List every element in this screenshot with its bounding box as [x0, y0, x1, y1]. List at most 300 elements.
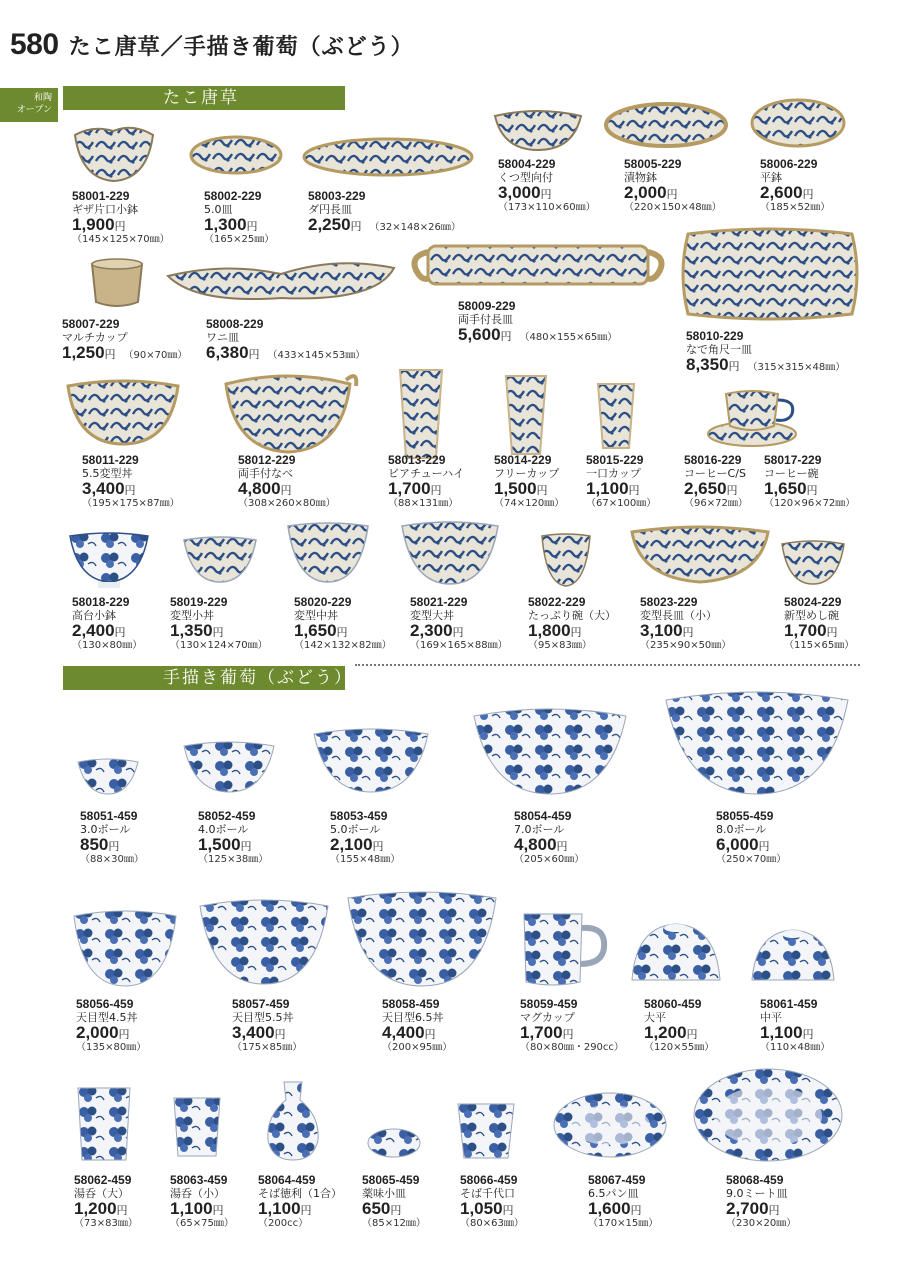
- yen-label: 円: [108, 840, 120, 853]
- product-image-58001: [73, 123, 155, 183]
- yen-label: 円: [768, 1204, 780, 1217]
- product-code: 58019-229: [170, 595, 228, 609]
- product-image-58004: [493, 106, 583, 152]
- product-dimensions: （250×70㎜）: [716, 854, 787, 865]
- product-name: 湯呑（小）: [170, 1187, 225, 1200]
- product-name: 変型大丼: [410, 609, 454, 622]
- product-name: 湯呑（大）: [74, 1187, 129, 1200]
- product-code: 58067-459: [588, 1173, 646, 1187]
- product-dimensions: （480×155×65㎜）: [519, 332, 618, 343]
- product-name: たっぷり碗（大）: [528, 609, 616, 622]
- yen-label: 円: [104, 348, 116, 361]
- product-code: 58018-229: [72, 595, 130, 609]
- product-price: 4,400: [382, 1023, 425, 1042]
- product-price: 1,100: [586, 479, 629, 498]
- product-58067: [588, 1174, 658, 1230]
- product-58060: [644, 998, 714, 1054]
- product-name: 9.0ミート皿: [726, 1187, 788, 1200]
- product-58024: [784, 596, 854, 652]
- product-dimensions: （165×25㎜）: [204, 234, 275, 245]
- product-name: マグカップ: [520, 1011, 575, 1024]
- yen-label: 円: [274, 1028, 286, 1041]
- product-dimensions: （74×120㎜）: [494, 498, 565, 509]
- yen-label: 円: [212, 1204, 224, 1217]
- product-58013: [388, 454, 464, 510]
- product-dimensions: （230×20㎜）: [726, 1218, 797, 1229]
- product-name: マルチカップ: [62, 331, 128, 344]
- product-price: 1,050: [460, 1199, 503, 1218]
- product-price: 1,800: [528, 621, 571, 640]
- yen-label: 円: [118, 1028, 130, 1041]
- product-image-58059: [520, 908, 608, 988]
- yen-label: 円: [806, 484, 818, 497]
- product-code: 58066-459: [460, 1173, 518, 1187]
- product-58014: [494, 454, 564, 510]
- product-58058: [382, 998, 452, 1054]
- product-dimensions: （125×38㎜）: [198, 854, 269, 865]
- yen-label: 円: [630, 1204, 642, 1217]
- product-image-58006: [750, 98, 846, 148]
- yen-label: 円: [424, 1028, 436, 1041]
- product-name: 8.0ボール: [716, 823, 767, 836]
- product-image-58057: [198, 894, 330, 986]
- product-code: 58009-229: [458, 299, 516, 313]
- product-image-58051: [76, 756, 140, 796]
- product-price: 3,100: [640, 621, 683, 640]
- product-image-58022: [540, 532, 592, 588]
- yen-label: 円: [628, 484, 640, 497]
- product-58004: [498, 158, 596, 214]
- product-price: 4,800: [238, 479, 281, 498]
- product-58009: [458, 300, 617, 344]
- yen-label: 円: [728, 360, 740, 373]
- product-image-58016: [706, 386, 802, 448]
- product-dimensions: （67×100㎜）: [586, 498, 657, 509]
- yen-label: 円: [556, 840, 568, 853]
- product-58062: [74, 1174, 138, 1230]
- product-price: 5,600: [458, 325, 501, 344]
- product-58055: [716, 810, 786, 866]
- product-name: 天目型6.5丼: [382, 1011, 444, 1024]
- product-name: 大平: [644, 1011, 666, 1024]
- product-code: 58017-229: [764, 453, 822, 467]
- product-price: 1,650: [294, 621, 337, 640]
- product-image-58063: [172, 1094, 222, 1160]
- product-dimensions: （308×260×80㎜）: [238, 498, 336, 509]
- yen-label: 円: [280, 484, 292, 497]
- yen-label: 円: [248, 348, 260, 361]
- yen-label: 円: [666, 188, 678, 201]
- product-name: 5.0皿: [204, 203, 233, 216]
- yen-label: 円: [350, 220, 362, 233]
- product-price: 2,600: [760, 183, 803, 202]
- product-name: 5.0ボール: [330, 823, 381, 836]
- product-dimensions: （195×175×87㎜）: [82, 498, 180, 509]
- product-image-58055: [664, 684, 850, 796]
- product-price: 1,700: [784, 621, 827, 640]
- product-code: 58056-459: [76, 997, 134, 1011]
- product-price: 3,400: [82, 479, 125, 498]
- yen-label: 円: [536, 484, 548, 497]
- product-code: 58004-229: [498, 157, 556, 171]
- product-58011: [82, 454, 180, 510]
- product-dimensions: （90×70㎜）: [123, 350, 188, 361]
- product-name: 両手付長皿: [458, 313, 513, 326]
- product-dimensions: （185×52㎜）: [760, 202, 831, 213]
- yen-label: 円: [124, 484, 136, 497]
- product-image-58015: [596, 380, 636, 450]
- product-price: 1,200: [644, 1023, 687, 1042]
- product-name: ダ円長皿: [308, 203, 352, 216]
- product-dimensions: （95×83㎜）: [528, 640, 592, 651]
- product-image-58061: [750, 928, 836, 984]
- product-price: 1,500: [494, 479, 537, 498]
- product-dimensions: （88×131㎜）: [388, 498, 459, 509]
- product-name: そば千代口: [460, 1187, 515, 1200]
- product-dimensions: （145×125×70㎜）: [72, 234, 170, 245]
- product-image-58056: [72, 906, 178, 988]
- product-code: 58061-459: [760, 997, 818, 1011]
- product-name: コーヒーC/S: [684, 467, 746, 480]
- product-58054: [514, 810, 584, 866]
- product-code: 58059-459: [520, 997, 578, 1011]
- product-dimensions: （80×80㎜・290cc）: [520, 1042, 624, 1053]
- product-image-58007: [90, 258, 144, 308]
- product-code: 58060-459: [644, 997, 702, 1011]
- product-name: 7.0ボール: [514, 823, 565, 836]
- product-code: 58022-229: [528, 595, 586, 609]
- product-code: 58064-459: [258, 1173, 316, 1187]
- section-band-tako: たこ唐草: [63, 86, 345, 110]
- product-58061: [760, 998, 830, 1054]
- product-price: 2,400: [72, 621, 115, 640]
- product-name: ビアチューハイ: [388, 467, 465, 480]
- product-name: 変型中丼: [294, 609, 338, 622]
- product-price: 1,900: [72, 215, 115, 234]
- product-code: 58006-229: [760, 157, 818, 171]
- product-code: 58052-459: [198, 809, 256, 823]
- product-dimensions: （142×132×82㎜）: [294, 640, 392, 651]
- product-name: 平鉢: [760, 171, 782, 184]
- product-image-58020: [286, 520, 370, 584]
- product-dimensions: （200cc）: [258, 1218, 309, 1229]
- product-code: 58065-459: [362, 1173, 420, 1187]
- product-image-58003: [303, 137, 473, 177]
- product-58023: [640, 596, 731, 652]
- product-name: コーヒー碗: [764, 467, 819, 480]
- product-image-58013: [398, 366, 444, 460]
- product-58065: [362, 1174, 426, 1230]
- product-name: ギザ片口小鉢: [72, 203, 138, 216]
- yen-label: 円: [570, 626, 582, 639]
- page-title: たこ唐草／手描き葡萄（ぶどう）: [68, 34, 414, 60]
- product-dimensions: （315×315×48㎜）: [747, 362, 846, 373]
- product-code: 58014-229: [494, 453, 552, 467]
- section-band-budou: 手描き葡萄（ぶどう）: [63, 666, 345, 690]
- product-code: 58058-459: [382, 997, 440, 1011]
- yen-label: 円: [300, 1204, 312, 1217]
- product-58018: [72, 596, 142, 652]
- product-image-58010: [678, 224, 862, 324]
- product-58012: [238, 454, 336, 510]
- product-dimensions: （85×12㎜）: [362, 1218, 426, 1229]
- product-image-58060: [630, 922, 722, 984]
- product-58010: [686, 330, 845, 374]
- product-price: 1,700: [520, 1023, 563, 1042]
- page-number: 580: [10, 28, 59, 61]
- product-name: 高台小鉢: [72, 609, 116, 622]
- product-dimensions: （130×80㎜）: [72, 640, 143, 651]
- product-code: 58020-229: [294, 595, 352, 609]
- product-dimensions: （115×65㎜）: [784, 640, 855, 651]
- product-price: 1,100: [258, 1199, 301, 1218]
- product-58064: [258, 1174, 342, 1230]
- product-dimensions: （200×95㎜）: [382, 1042, 453, 1053]
- product-price: 1,500: [198, 835, 241, 854]
- product-image-58058: [346, 886, 498, 988]
- product-price: 6,000: [716, 835, 759, 854]
- product-dimensions: （173×110×60㎜）: [498, 202, 596, 213]
- product-dimensions: （110×48㎜）: [760, 1042, 831, 1053]
- product-price: 4,800: [514, 835, 557, 854]
- yen-label: 円: [502, 1204, 514, 1217]
- product-58008: [206, 318, 365, 362]
- product-code: 58013-229: [388, 453, 446, 467]
- product-name: 6.5パン皿: [588, 1187, 639, 1200]
- product-price: 1,300: [204, 215, 247, 234]
- product-image-58065: [366, 1126, 422, 1160]
- yen-label: 円: [726, 484, 738, 497]
- product-dimensions: （80×63㎜）: [460, 1218, 524, 1229]
- product-code: 58012-229: [238, 453, 296, 467]
- product-name: 漬物鉢: [624, 171, 657, 184]
- product-price: 650: [362, 1199, 391, 1218]
- product-price: 1,100: [170, 1199, 213, 1218]
- product-name: 両手付なべ: [238, 467, 293, 480]
- product-image-58054: [472, 702, 628, 796]
- product-name: 中平: [760, 1011, 782, 1024]
- product-image-58008: [166, 254, 396, 310]
- product-code: 58015-229: [586, 453, 644, 467]
- product-image-58018: [68, 530, 150, 590]
- yen-label: 円: [372, 840, 384, 853]
- product-code: 58051-459: [80, 809, 138, 823]
- product-code: 58021-229: [410, 595, 468, 609]
- product-price: 1,350: [170, 621, 213, 640]
- yen-label: 円: [212, 626, 224, 639]
- product-58051: [80, 810, 144, 866]
- yen-label: 円: [430, 484, 442, 497]
- product-dimensions: （175×85㎜）: [232, 1042, 303, 1053]
- yen-label: 円: [802, 1028, 814, 1041]
- product-image-58012: [218, 368, 358, 454]
- product-dimensions: （170×15㎜）: [588, 1218, 659, 1229]
- product-image-58005: [604, 102, 728, 148]
- yen-label: 円: [390, 1204, 402, 1217]
- product-price: 850: [80, 835, 109, 854]
- product-58059: [520, 998, 624, 1054]
- product-name: フリーカップ: [494, 467, 560, 480]
- product-price: 2,000: [624, 183, 667, 202]
- product-image-58062: [76, 1084, 132, 1164]
- product-58021: [410, 596, 508, 652]
- yen-label: 円: [540, 188, 552, 201]
- product-dimensions: （73×83㎜）: [74, 1218, 138, 1229]
- product-dimensions: （130×124×70㎜）: [170, 640, 268, 651]
- product-dimensions: （96×72㎜）: [684, 498, 748, 509]
- category-tab: [0, 88, 58, 122]
- product-name: 変型長皿（小）: [640, 609, 717, 622]
- product-image-58002: [190, 135, 282, 175]
- product-code: 58005-229: [624, 157, 682, 171]
- yen-label: 円: [246, 220, 258, 233]
- product-dimensions: （205×60㎜）: [514, 854, 585, 865]
- product-dimensions: （88×30㎜）: [80, 854, 144, 865]
- product-code: 58007-229: [62, 317, 120, 331]
- product-price: 2,300: [410, 621, 453, 640]
- product-price: 6,380: [206, 343, 249, 362]
- product-image-58066: [456, 1100, 516, 1160]
- yen-label: 円: [240, 840, 252, 853]
- product-image-58014: [504, 372, 548, 456]
- product-code: 58001-229: [72, 189, 130, 203]
- product-image-58068: [692, 1066, 844, 1164]
- product-image-58009: [408, 236, 668, 292]
- product-58002: [204, 190, 274, 246]
- yen-label: 円: [682, 626, 694, 639]
- product-58068: [726, 1174, 796, 1230]
- product-code: 58010-229: [686, 329, 744, 343]
- page-header: [10, 28, 414, 62]
- product-58016: [684, 454, 748, 510]
- product-image-58011: [66, 376, 180, 446]
- product-code: 58054-459: [514, 809, 572, 823]
- product-image-58067: [552, 1090, 668, 1160]
- product-58053: [330, 810, 400, 866]
- product-price: 8,350: [686, 355, 729, 374]
- product-58020: [294, 596, 392, 652]
- product-image-58052: [182, 738, 276, 794]
- product-code: 58023-229: [640, 595, 698, 609]
- product-image-58024: [780, 538, 846, 586]
- product-58052: [198, 810, 268, 866]
- yen-label: 円: [114, 220, 126, 233]
- product-price: 1,700: [388, 479, 431, 498]
- category-tab-line2: オープン: [16, 105, 52, 115]
- product-dimensions: （120×96×72㎜）: [764, 498, 856, 509]
- product-price: 1,100: [760, 1023, 803, 1042]
- product-price: 2,250: [308, 215, 351, 234]
- product-58015: [586, 454, 656, 510]
- product-code: 58055-459: [716, 809, 774, 823]
- yen-label: 円: [826, 626, 838, 639]
- product-58022: [528, 596, 616, 652]
- product-image-58053: [312, 724, 430, 794]
- yen-label: 円: [500, 330, 512, 343]
- product-dimensions: （433×145×53㎜）: [267, 350, 366, 361]
- product-code: 58003-229: [308, 189, 366, 203]
- product-name: なで角尺一皿: [686, 343, 752, 356]
- product-name: ワニ皿: [206, 331, 239, 344]
- yen-label: 円: [336, 626, 348, 639]
- product-image-58021: [400, 518, 500, 586]
- product-58003: [308, 190, 461, 234]
- product-58057: [232, 998, 302, 1054]
- product-code: 58068-459: [726, 1173, 784, 1187]
- product-name: 薬味小皿: [362, 1187, 406, 1200]
- product-price: 1,650: [764, 479, 807, 498]
- product-code: 58008-229: [206, 317, 264, 331]
- product-price: 1,600: [588, 1199, 631, 1218]
- product-name: 4.0ボール: [198, 823, 249, 836]
- product-dimensions: （169×165×88㎜）: [410, 640, 508, 651]
- product-price: 3,000: [498, 183, 541, 202]
- yen-label: 円: [452, 626, 464, 639]
- product-image-58064: [264, 1080, 322, 1162]
- product-price: 1,200: [74, 1199, 117, 1218]
- product-58005: [624, 158, 722, 214]
- product-58066: [460, 1174, 524, 1230]
- product-58006: [760, 158, 830, 214]
- yen-label: 円: [802, 188, 814, 201]
- product-name: 3.0ボール: [80, 823, 131, 836]
- product-58019: [170, 596, 268, 652]
- product-name: 天目型4.5丼: [76, 1011, 138, 1024]
- product-price: 2,000: [76, 1023, 119, 1042]
- product-58063: [170, 1174, 234, 1230]
- product-price: 2,100: [330, 835, 373, 854]
- yen-label: 円: [758, 840, 770, 853]
- product-name: 新型めし碗: [784, 609, 839, 622]
- product-dimensions: （155×48㎜）: [330, 854, 401, 865]
- product-price: 3,400: [232, 1023, 275, 1042]
- product-code: 58053-459: [330, 809, 388, 823]
- product-58007: [62, 318, 187, 362]
- product-58056: [76, 998, 146, 1054]
- product-dimensions: （135×80㎜）: [76, 1042, 147, 1053]
- product-price: 2,650: [684, 479, 727, 498]
- product-code: 58011-229: [82, 453, 139, 467]
- product-dimensions: （220×150×48㎜）: [624, 202, 722, 213]
- product-58001: [72, 190, 170, 246]
- product-dimensions: （120×55㎜）: [644, 1042, 715, 1053]
- yen-label: 円: [114, 626, 126, 639]
- product-name: 5.5変型丼: [82, 467, 133, 480]
- section-divider: [355, 664, 860, 666]
- product-name: そば徳利（1合）: [258, 1187, 342, 1200]
- product-dimensions: （32×148×26㎜）: [369, 222, 461, 233]
- product-code: 58063-459: [170, 1173, 228, 1187]
- product-code: 58062-459: [74, 1173, 132, 1187]
- product-name: 一口カップ: [586, 467, 641, 480]
- yen-label: 円: [116, 1204, 128, 1217]
- product-price: 1,250: [62, 343, 105, 362]
- product-image-58019: [182, 534, 258, 584]
- product-name: くつ型向付: [498, 171, 553, 184]
- product-price: 2,700: [726, 1199, 769, 1218]
- product-code: 58002-229: [204, 189, 262, 203]
- yen-label: 円: [686, 1028, 698, 1041]
- yen-label: 円: [562, 1028, 574, 1041]
- product-dimensions: （235×90×50㎜）: [640, 640, 732, 651]
- product-dimensions: （65×75㎜）: [170, 1218, 234, 1229]
- product-image-58023: [628, 522, 772, 588]
- category-tab-line1: 和陶: [33, 93, 52, 103]
- product-name: 天目型5.5丼: [232, 1011, 294, 1024]
- product-code: 58024-229: [784, 595, 842, 609]
- product-code: 58057-459: [232, 997, 290, 1011]
- product-name: 変型小丼: [170, 609, 214, 622]
